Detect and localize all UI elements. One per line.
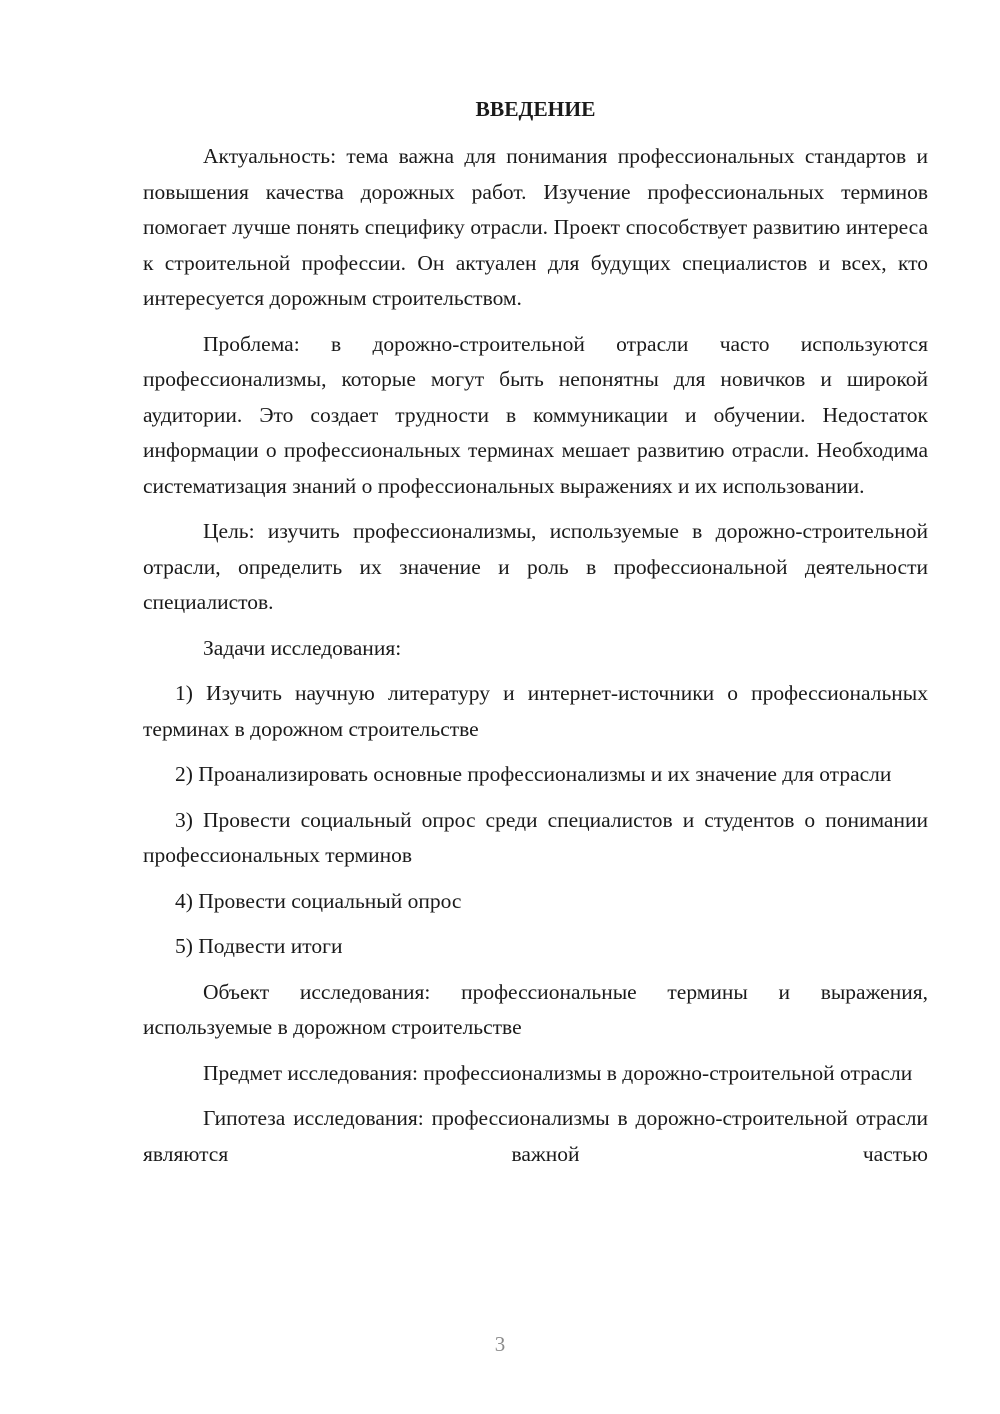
task-item-5: 5) Подвести итоги [175,934,343,958]
hypothesis-paragraph: Гипотеза исследования: профессионализмы в дорожно-строительной отрасли являются важной частью [143,1106,928,1166]
object-paragraph: Объект исследования: профессиональные термины и выражения, используемые в дорожном строительстве [143,979,928,1039]
task-item-3: 3) Провести социальный опрос среди специалистов и студентов о понимании профессиональных терминов [143,807,928,867]
task-item-4: 4) Провести социальный опрос [175,888,462,913]
task-item-1: 1) Изучить научную литературу и интернет-источники о профессиональных терминах в дорожном строительстве [143,681,928,741]
subject-paragraph: Предмет исследования: профессионализмы в дорожно-строительной отрасли [203,1060,913,1085]
tasks-heading: Задачи исследования: [203,635,402,660]
section-title: ВВЕДЕНИЕ [475,97,596,121]
task-item-2: 2) Проанализировать основные профессионализмы и их значение для отрасли [175,762,892,786]
page-content [143,92,928,1182]
goal-paragraph: Цель: изучить профессионализмы, используемые в дорожно-строительной отрасли, определить их значение и роль в профессиональной деятельности специалистов. [143,519,928,614]
page-number: 3 [494,1332,506,1356]
problem-paragraph: Проблема: в дорожно-строительной отрасли часто используются профессионализмы, которые могут быть непонятны для новичков и широкой аудитории. Это создает трудности в коммуникации и обучении. Недостаток информации о профессиональных терминах мешает развитию отрасли. Необходима систематизация знаний о профессиональных выражениях и их использовании. [143,331,928,498]
relevance-paragraph: Актуальность: тема важна для понимания профессиональных стандартов и повышения качества дорожных работ. Изучение профессиональных терминов помогает лучше понять специфику отрасли. Проект способствует развитию интереса к строительной профессии. Он актуален для будущих специалистов и всех, кто интересуется дорожным строительством. [143,144,928,310]
